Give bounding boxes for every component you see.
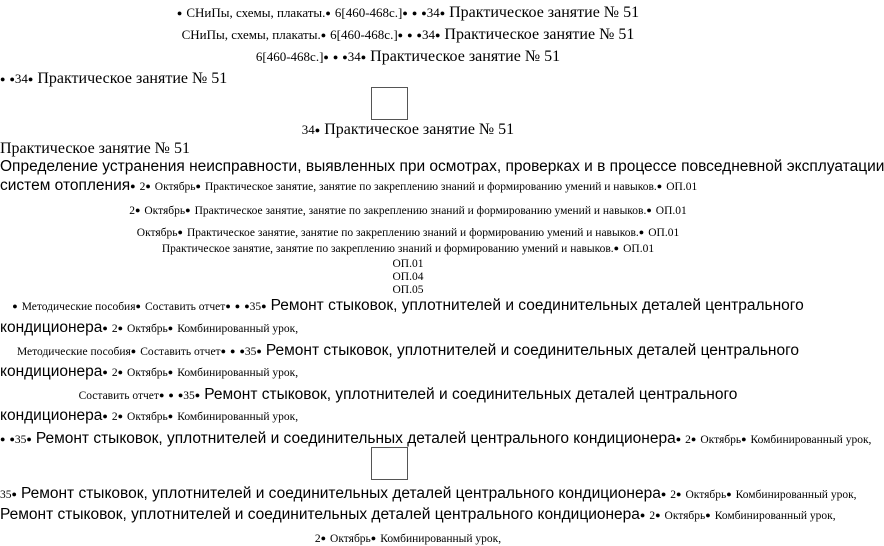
bullet-icon: ● — [117, 323, 124, 333]
text-number: 35 — [249, 301, 262, 313]
bullet-icon: ● — [332, 52, 339, 62]
bullet-icon: ● — [613, 243, 620, 253]
line-17 — [0, 343, 816, 359]
text-number: 35 — [183, 390, 195, 402]
text-lesson-type: Комбинированный урок, — [177, 323, 299, 335]
bullet-icon: ● — [0, 74, 6, 84]
bullet-icon: ● — [705, 510, 711, 520]
bullet-icon: ● — [239, 346, 245, 356]
bullet-icon: ● — [675, 434, 682, 444]
text-number: 34 — [421, 27, 435, 42]
text-hours: 2 — [139, 181, 146, 193]
text-month: Октябрь — [700, 434, 742, 446]
text-lesson-title: Практическое занятие № 51 — [324, 121, 515, 138]
bullet-icon: ● — [194, 390, 201, 400]
text-topic: Ремонт стыковок, уплотнителей и соединительных деталей центрального кондиционера — [35, 430, 676, 447]
bullet-icon: ● — [397, 30, 404, 40]
bullet-icon: ● — [177, 390, 184, 400]
line-9 — [0, 202, 816, 218]
text-lesson-type: Комбинированный урок, — [735, 489, 857, 501]
line-21 — [0, 430, 872, 447]
bullet-icon: ● — [158, 390, 165, 400]
bullet-icon: ● — [130, 346, 137, 356]
text-hours: 2 — [670, 489, 677, 501]
text-lesson-type: Практическое занятие, занятие по закреплению знаний и формированию умений и навыков. — [194, 205, 647, 217]
bullet-icon: ● — [676, 489, 682, 499]
bullet-icon: ● — [638, 227, 645, 237]
text-hours: 2 — [314, 533, 321, 545]
bullet-icon: ● — [26, 434, 32, 444]
bullet-icon: ● — [102, 367, 108, 377]
text-hours: 2 — [111, 367, 118, 379]
bullet-icon: ● — [167, 367, 174, 377]
text-materials: Методические пособия — [21, 301, 136, 313]
bullet-icon: ● — [370, 533, 377, 543]
text-lesson-type: Комбинированный урок, — [714, 510, 836, 522]
text-hours: 2 — [129, 205, 135, 217]
bullet-icon: ● — [402, 8, 408, 18]
bullet-icon: ● — [27, 74, 34, 84]
line-15 — [0, 298, 816, 314]
bullet-icon: ● — [360, 52, 367, 62]
text-lesson-type: Практическое занятие, занятие по закреплению знаний и формированию умений и навыков. — [204, 181, 657, 193]
bullet-icon: ● — [416, 30, 422, 40]
text-topic: Ремонт стыковок, уплотнителей и соединительных деталей центрального — [204, 386, 738, 403]
line-20 — [0, 408, 816, 424]
bullet-icon: ● — [177, 227, 183, 237]
image-placeholder — [371, 447, 408, 480]
text-topic-end: кондиционера — [0, 363, 103, 380]
line-2 — [0, 27, 816, 43]
text-lesson-title: Практическое занятие № 51 — [370, 48, 561, 65]
line-11 — [0, 240, 816, 256]
bullet-icon: ● — [314, 125, 321, 135]
bullet-icon: ● — [117, 367, 124, 377]
line-1 — [0, 5, 816, 21]
text-number: 34 — [301, 122, 315, 137]
text-month: Октябрь — [154, 181, 196, 193]
bullet-icon: ● — [320, 533, 327, 543]
bullet-icon: ● — [167, 411, 174, 421]
bullet-icon: ● — [256, 346, 262, 356]
text-topic-end: кондиционера — [0, 319, 103, 336]
bullet-icon: ● — [342, 52, 348, 62]
text-month: Октябрь — [127, 323, 168, 335]
bullet-icon: ● — [130, 181, 136, 191]
text-month: Октябрь — [664, 510, 706, 522]
text-month: Октябрь — [685, 489, 727, 501]
text-code: ОП.01 — [623, 243, 655, 255]
line-18 — [0, 364, 816, 380]
text-snips: СНиПы, схемы, плакаты. — [181, 27, 321, 42]
bullet-icon: ● — [117, 411, 124, 421]
line-8 — [0, 178, 816, 194]
text-topic: Ремонт стыковок, уплотнителей и соединительных деталей центрального кондиционера — [20, 485, 661, 502]
bullet-icon: ● — [234, 301, 241, 311]
bullet-icon: ● — [185, 205, 191, 215]
text-lesson-title: Практическое занятие № 51 — [444, 26, 635, 43]
text-topic: Ремонт стыковок, уплотнителей и соединительных деталей центрального — [265, 342, 800, 359]
text-code: ОП.01 — [666, 181, 698, 193]
text-month: Октябрь — [127, 411, 168, 423]
text-task: Составить отчет — [78, 390, 159, 402]
bullet-icon: ● — [439, 8, 446, 18]
text-hours: 2 — [111, 323, 118, 335]
text-pages: 6[460-468с.] — [255, 49, 324, 64]
text-snips: СНиПы, схемы, плакаты. — [186, 5, 326, 20]
line-5 — [0, 122, 816, 138]
text-month: Октябрь — [144, 205, 186, 217]
bullet-icon: ● — [655, 510, 661, 520]
text-code: ОП.04 — [392, 271, 424, 283]
text-hours: 2 — [649, 510, 656, 522]
text-code: ОП.01 — [392, 258, 424, 270]
text-pages: 6[460-468с.] — [334, 5, 403, 20]
bullet-icon: ● — [225, 301, 231, 311]
bullet-icon: ● — [11, 489, 17, 499]
bullet-icon: ● — [646, 205, 652, 215]
text-code: ОП.01 — [655, 205, 687, 217]
line-19 — [0, 387, 816, 403]
text-lesson-type: Комбинированный урок, — [177, 411, 299, 423]
bullet-icon: ● — [168, 390, 174, 400]
text-topic: Определение устранения неисправности, выявленных при осмотрах, проверках и в процессе повседневной эксплуатации — [0, 158, 884, 175]
text-topic-end: систем отопления — [0, 177, 131, 194]
text-number: 34 — [14, 71, 28, 86]
bullet-icon: ● — [323, 52, 329, 62]
text-lesson-title: Практическое занятие № 51 — [37, 70, 228, 87]
bullet-icon: ● — [434, 30, 441, 40]
bullet-icon: ● — [195, 181, 201, 191]
bullet-icon: ● — [9, 434, 15, 444]
text-code: ОП.05 — [392, 284, 424, 296]
text-number: 35 — [244, 346, 257, 358]
bullet-icon: ● — [135, 301, 141, 311]
bullet-icon: ● — [145, 181, 151, 191]
bullet-icon: ● — [0, 434, 6, 444]
bullet-icon: ● — [9, 74, 15, 84]
text-month: Октябрь — [127, 367, 168, 379]
text-number: 34 — [347, 49, 361, 64]
text-topic-end: кондиционера — [0, 407, 103, 424]
text-hours: 2 — [111, 411, 118, 423]
bullet-icon: ● — [261, 301, 267, 311]
text-lesson-type: Практическое занятие, занятие по закреплению знаний и формированию умений и навыков. — [161, 243, 614, 255]
bullet-icon: ● — [134, 205, 141, 215]
text-lesson-title: Практическое занятие № 51 — [0, 140, 190, 157]
bullet-icon: ● — [325, 8, 331, 18]
text-lesson-type: Комбинированный урок, — [177, 367, 299, 379]
line-24 — [0, 530, 816, 546]
text-topic: Ремонт стыковок, уплотнителей и соединительных деталей центрального — [270, 297, 804, 314]
bullet-icon: ● — [690, 434, 697, 444]
line-6 — [0, 141, 816, 157]
text-number: 35 — [0, 489, 12, 501]
text-materials: Методические пособия — [16, 346, 131, 358]
bullet-icon: ● — [421, 8, 427, 18]
text-lesson-type: Комбинированный урок, — [750, 434, 872, 446]
bullet-icon: ● — [411, 8, 418, 18]
line-3 — [0, 49, 816, 65]
bullet-icon: ● — [320, 30, 327, 40]
text-number: 35 — [14, 434, 27, 446]
text-lesson-type: Практическое занятие, занятие по закреплению знаний и формированию умений и навыков. — [186, 227, 639, 239]
line-7 — [0, 158, 884, 175]
text-month: Октябрь — [330, 533, 371, 545]
bullet-icon: ● — [407, 30, 413, 40]
bullet-icon: ● — [220, 346, 227, 356]
bullet-icon: ● — [639, 510, 646, 520]
text-lesson-title: Практическое занятие № 51 — [449, 4, 640, 21]
text-number: 34 — [426, 5, 440, 20]
bullet-icon: ● — [102, 323, 108, 333]
text-pages: 6[460-468с.] — [330, 27, 398, 42]
bullet-icon: ● — [656, 181, 663, 191]
bullet-icon: ● — [244, 301, 250, 311]
bullet-icon: ● — [726, 489, 732, 499]
text-task: Составить отчет — [144, 301, 226, 313]
bullet-icon: ● — [102, 411, 108, 421]
text-lesson-type: Комбинированный урок, — [380, 533, 502, 545]
line-23 — [0, 506, 836, 523]
line-14 — [0, 281, 816, 297]
text-hours: 2 — [685, 434, 691, 446]
line-22 — [0, 485, 857, 502]
text-month: Октябрь — [136, 227, 178, 239]
bullet-icon: ● — [176, 8, 183, 18]
text-task: Составить отчет — [140, 346, 221, 358]
bullet-icon: ● — [12, 301, 18, 311]
bullet-icon: ● — [167, 323, 174, 333]
image-placeholder — [371, 87, 408, 120]
text-code: ОП.01 — [648, 227, 680, 239]
line-4 — [0, 71, 816, 87]
line-10 — [0, 224, 816, 240]
bullet-icon: ● — [660, 489, 667, 499]
bullet-icon: ● — [230, 346, 236, 356]
line-16 — [0, 320, 816, 336]
bullet-icon: ● — [741, 434, 747, 444]
text-topic: Ремонт стыковок, уплотнителей и соединительных деталей центрального кондиционера — [0, 506, 640, 523]
